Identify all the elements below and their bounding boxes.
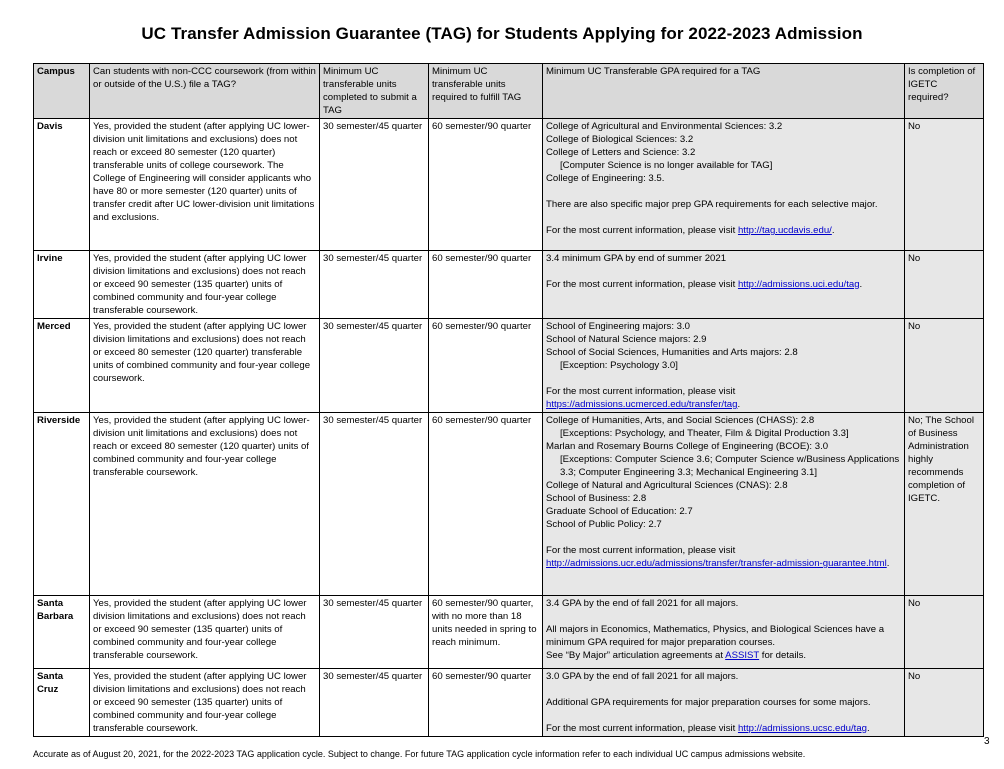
gpa-line (546, 670, 901, 683)
gpa-line-text: School of Social Sciences, Humanities and Arts majors: 2.8 (546, 347, 798, 358)
gpa-line-spacer (546, 531, 901, 544)
gpa-line (546, 696, 901, 709)
min-units-fulfill: 60 semester/90 quarter, with no more than 18 units needed in spring to reach minimum. (429, 596, 543, 669)
gpa-line (546, 120, 901, 133)
table-row (34, 319, 984, 413)
gpa-line-text: [Computer Science is no longer available for TAG] (560, 160, 773, 171)
gpa-requirements (543, 413, 905, 596)
campus-name: Irvine (34, 251, 90, 319)
gpa-line-text: Additional GPA requirements for major preparation courses for some majors. (546, 697, 871, 708)
gpa-requirements (543, 119, 905, 251)
gpa-line-text: College of Letters and Science: 3.2 (546, 147, 696, 158)
gpa-line-spacer (546, 709, 901, 722)
gpa-line (546, 359, 901, 372)
campus-name: Riverside (34, 413, 90, 596)
gpa-requirements (543, 669, 905, 737)
non-ccc-policy: Yes, provided the student (after applying UC lower division limitations and exclusions) does not reach or exceed 80 semester (120 quarter) transferable units of combined community and four-year college coursework. (90, 319, 320, 413)
gpa-line-text: For the most current information, please visit (546, 545, 736, 556)
gpa-line (546, 649, 901, 662)
gpa-line (546, 518, 901, 531)
table-header-row (34, 64, 984, 119)
gpa-line-text: For the most current information, please visit (546, 225, 738, 236)
gpa-line-spacer (546, 185, 901, 198)
gpa-line-spacer (546, 610, 901, 623)
igetc-required: No (905, 596, 984, 669)
min-units-submit: 30 semester/45 quarter (320, 119, 429, 251)
min-units-fulfill: 60 semester/90 quarter (429, 319, 543, 413)
min-units-submit: 30 semester/45 quarter (320, 669, 429, 737)
gpa-line-text: There are also specific major prep GPA requirements for each selective major. (546, 199, 878, 210)
campus-name: Santa Barbara (34, 596, 90, 669)
gpa-line-text: School of Business: 2.8 (546, 493, 647, 504)
page-title: UC Transfer Admission Guarantee (TAG) for Students Applying for 2022-2023 Admission (141, 24, 863, 43)
min-units-submit: 30 semester/45 quarter (320, 319, 429, 413)
table-row (34, 669, 984, 737)
gpa-line (546, 492, 901, 505)
gpa-line-text: 3.0 GPA by the end of fall 2021 for all majors. (546, 671, 739, 682)
tag-requirements-table (33, 63, 984, 737)
min-units-submit: 30 semester/45 quarter (320, 596, 429, 669)
gpa-line-text: [Exceptions: Psychology, and Theater, Film & Digital Production 3.3] (560, 428, 849, 439)
gpa-line (546, 278, 901, 291)
gpa-line (546, 440, 901, 453)
gpa-line-spacer (546, 265, 901, 278)
min-units-submit: 30 semester/45 quarter (320, 413, 429, 596)
admissions-link[interactable]: ASSIST (725, 650, 760, 661)
gpa-requirements (543, 251, 905, 319)
link-suffix: . (886, 558, 890, 569)
gpa-line-text: 3.4 GPA by the end of fall 2021 for all majors. (546, 598, 739, 609)
gpa-requirements (543, 319, 905, 413)
gpa-line-text: For the most current information, please visit (546, 723, 738, 734)
gpa-line (546, 224, 901, 237)
min-units-fulfill: 60 semester/90 quarter (429, 119, 543, 251)
gpa-line-spacer (546, 683, 901, 696)
admissions-link[interactable]: http://tag.ucdavis.edu/ (737, 225, 832, 236)
gpa-line (546, 320, 901, 333)
campus-name: Santa Cruz (34, 669, 90, 737)
campus-name: Merced (34, 319, 90, 413)
link-suffix: for details. (759, 650, 807, 661)
link-suffix: . (831, 225, 835, 236)
gpa-line (546, 133, 901, 146)
igetc-required: No (905, 669, 984, 737)
non-ccc-policy: Yes, provided the student (after applying UC lower-division unit limitations and exclusions) does not reach or exceed 80 semester (120 quarter) units of combined community and four-year college transferable coursework. (90, 413, 320, 596)
gpa-line-text: Graduate School of Education: 2.7 (546, 506, 693, 517)
gpa-line (546, 427, 901, 440)
gpa-line-text: College of Natural and Agricultural Sciences (CNAS): 2.8 (546, 480, 788, 491)
gpa-line (546, 722, 901, 735)
igetc-required: No; The School of Business Administration highly recommends completion of IGETC. (905, 413, 984, 596)
gpa-line (546, 159, 901, 172)
header-min-fulfill: Minimum UC transferable units required to fulfill TAG (429, 64, 543, 119)
gpa-requirements (543, 596, 905, 669)
min-units-submit: 30 semester/45 quarter (320, 251, 429, 319)
footer-note: Accurate as of August 20, 2021, for the 2022-2023 TAG application cycle. Subject to change. For future TAG application cycle information refer to each individual UC campus admissions website. (33, 749, 806, 759)
non-ccc-policy: Yes, provided the student (after applying UC lower division limitations and exclusions) does not reach or exceed 90 semester (135 quarter) units of combined community and four-year college transferable coursework. (90, 596, 320, 669)
gpa-line (546, 414, 901, 427)
header-campus: Campus (34, 64, 90, 119)
gpa-line (546, 479, 901, 492)
gpa-line-spacer (546, 372, 901, 385)
non-ccc-policy: Yes, provided the student (after applying UC lower division limitations and exclusions) does not reach or exceed 90 semester (135 quarter) units of combined community and four-year college transferable coursework. (90, 669, 320, 737)
header-min-submit: Minimum UC transferable units completed to submit a TAG (320, 64, 429, 119)
non-ccc-policy: Yes, provided the student (after applying UC lower division limitations and exclusions) does not reach or exceed 90 semester (135 quarter) units of combined community and four-year college transferable coursework. (90, 251, 320, 319)
table-row (34, 119, 984, 251)
header-gpa: Minimum UC Transferable GPA required for a TAG (543, 64, 905, 119)
admissions-link[interactable]: http://admissions.ucr.edu/admissions/transfer/transfer-admission-guarantee.html (546, 558, 887, 569)
admissions-link[interactable]: https://admissions.ucmerced.edu/transfer/tag (546, 399, 738, 410)
gpa-line (546, 623, 901, 649)
igetc-required: No (905, 119, 984, 251)
gpa-line (546, 544, 901, 570)
gpa-line-text: All majors in Economics, Mathematics, Physics, and Biological Sciences have a minimum GPA required for major preparation courses. (546, 624, 885, 648)
gpa-line-text: School of Public Policy: 2.7 (546, 519, 662, 530)
gpa-line-text: College of Humanities, Arts, and Social Sciences (CHASS): 2.8 (546, 415, 815, 426)
gpa-line-text: College of Biological Sciences: 3.2 (546, 134, 694, 145)
gpa-line-text: College of Agricultural and Environmental Sciences: 3.2 (546, 121, 783, 132)
gpa-line (546, 146, 901, 159)
gpa-line (546, 198, 901, 211)
header-igetc: Is completion of IGETC required? (905, 64, 984, 119)
gpa-line-text: School of Natural Science majors: 2.9 (546, 334, 707, 345)
campus-name: Davis (34, 119, 90, 251)
link-suffix: . (867, 723, 870, 734)
gpa-line (546, 172, 901, 185)
admissions-link[interactable]: http://admissions.uci.edu/tag (737, 279, 860, 290)
table-row (34, 413, 984, 596)
table-row (34, 596, 984, 669)
igetc-required: No (905, 251, 984, 319)
gpa-line (546, 333, 901, 346)
min-units-fulfill: 60 semester/90 quarter (429, 251, 543, 319)
gpa-line (546, 453, 901, 479)
link-suffix: . (737, 399, 741, 410)
gpa-line-text: For the most current information, please visit (546, 386, 736, 397)
table-row (34, 251, 984, 319)
gpa-line (546, 346, 901, 359)
min-units-fulfill: 60 semester/90 quarter (429, 413, 543, 596)
gpa-line (546, 385, 901, 411)
gpa-line (546, 252, 901, 265)
page-number: 3 (984, 736, 990, 747)
non-ccc-policy: Yes, provided the student (after applying UC lower-division unit limitations and exclusions) does not reach or exceed 80 semester (120 quarter) transferable units of college coursework. The College of Engineering will consider applicants who have 80 or more semester (120 quarter) units of transfer credit after UC lower-division unit limitations and exclusions. (90, 119, 320, 251)
admissions-link[interactable]: http://admissions.ucsc.edu/tag (737, 723, 868, 734)
link-suffix: . (859, 279, 863, 290)
min-units-fulfill: 60 semester/90 quarter (429, 669, 543, 737)
igetc-required: No (905, 319, 984, 413)
gpa-line (546, 505, 901, 518)
gpa-line-text: College of Engineering: 3.5. (546, 173, 665, 184)
header-non-ccc: Can students with non-CCC coursework (from within or outside of the U.S.) file a TAG? (90, 64, 320, 119)
gpa-line-text: Marlan and Rosemary Bourns College of Engineering (BCOE): 3.0 (546, 441, 829, 452)
gpa-line-text: For the most current information, please visit (546, 279, 738, 290)
gpa-line-text: School of Engineering majors: 3.0 (546, 321, 690, 332)
gpa-line-text: [Exception: Psychology 3.0] (560, 360, 678, 371)
gpa-line-spacer (546, 211, 901, 224)
gpa-line-text: See “By Major” articulation agreements at (546, 650, 726, 661)
gpa-line-text: [Exceptions: Computer Science 3.6; Computer Science w/Business Applications 3.3; Computer Engineering 3.3; Mechanical Engineering 3.1] (560, 454, 900, 478)
gpa-line-text: 3.4 minimum GPA by end of summer 2021 (546, 253, 727, 264)
gpa-line (546, 597, 901, 610)
